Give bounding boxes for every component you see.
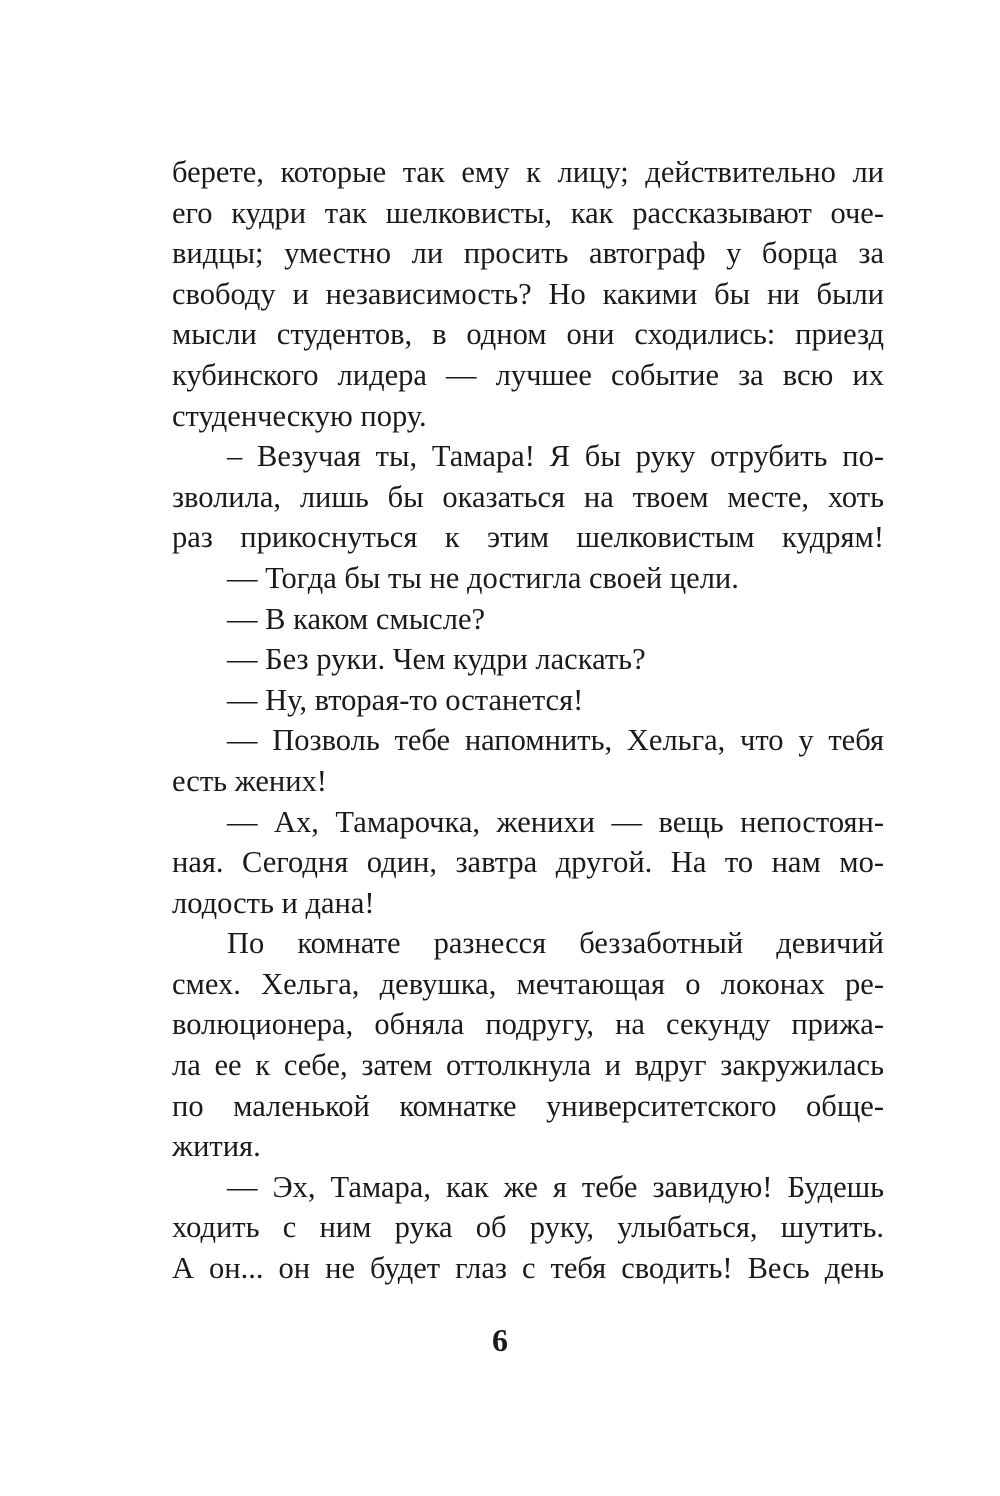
text-line-24: по маленькой комнатке университетского обще- [172,1088,884,1123]
text-line-26: — Эх, Тамара, как же я тебе завидую! Будешь [227,1169,884,1204]
text-line-1: берете, которые так ему к лицу; действительно ли [172,155,884,189]
text-line-15: — Позволь тебе напомнить, Хельга, что у тебя [227,723,884,758]
body-text [172,152,884,1289]
text-line-12: — В каком смысле? [227,601,486,636]
text-line-4: свободу и независимость? Но какими бы ни были [172,276,884,311]
text-line-2: его кудри так шелковисты, как рассказывают оче- [172,195,884,230]
text-line-7: студенческую пору. [172,398,427,433]
text-line-18: ная. Сегодня один, завтра другой. На то нам мо- [172,845,884,880]
text-line-27: ходить с ним рука об руку, улыбаться, шутить. [172,1210,884,1245]
text-line-16: есть жених! [172,763,327,798]
text-line-11: — Тогда бы ты не достигла своей цели. [227,560,739,595]
text-line-22: волюционера, обняла подругу, на секунду прижа- [172,1007,884,1042]
page-number: 6 [492,1322,508,1358]
text-line-17: — Ах, Тамарочка, женихи — вещь непостоян- [227,804,884,839]
text-line-8: – Везучая ты, Тамара! Я бы руку отрубить по- [227,439,884,474]
text-line-9: зволила, лишь бы оказаться на твоем месте, хоть [172,479,884,514]
text-line-13: — Без руки. Чем кудри ласкать? [227,642,646,677]
text-line-28: А он... он не будет глаз с тебя сводить! Весь день [172,1251,884,1286]
text-line-5: мысли студентов, в одном они сходились: приезд [172,317,884,352]
text-line-3: видцы; уместно ли просить автограф у борца за [172,236,884,271]
text-line-19: лодость и дана! [172,885,375,920]
text-line-10: раз прикоснуться к этим шелковистым кудрям! [172,520,884,555]
text-line-25: жития. [172,1129,261,1164]
text-line-14: — Ну, вторая-то останется! [227,682,584,717]
text-line-21: смех. Хельга, девушка, мечтающая о локонах ре- [172,966,884,1001]
text-line-6: кубинского лидера — лучшее событие за всю их [172,357,884,392]
text-line-20: По комнате разнесся беззаботный девичий [227,926,884,961]
text-line-23: ла ее к себе, затем оттолкнула и вдруг закружилась [172,1048,884,1083]
